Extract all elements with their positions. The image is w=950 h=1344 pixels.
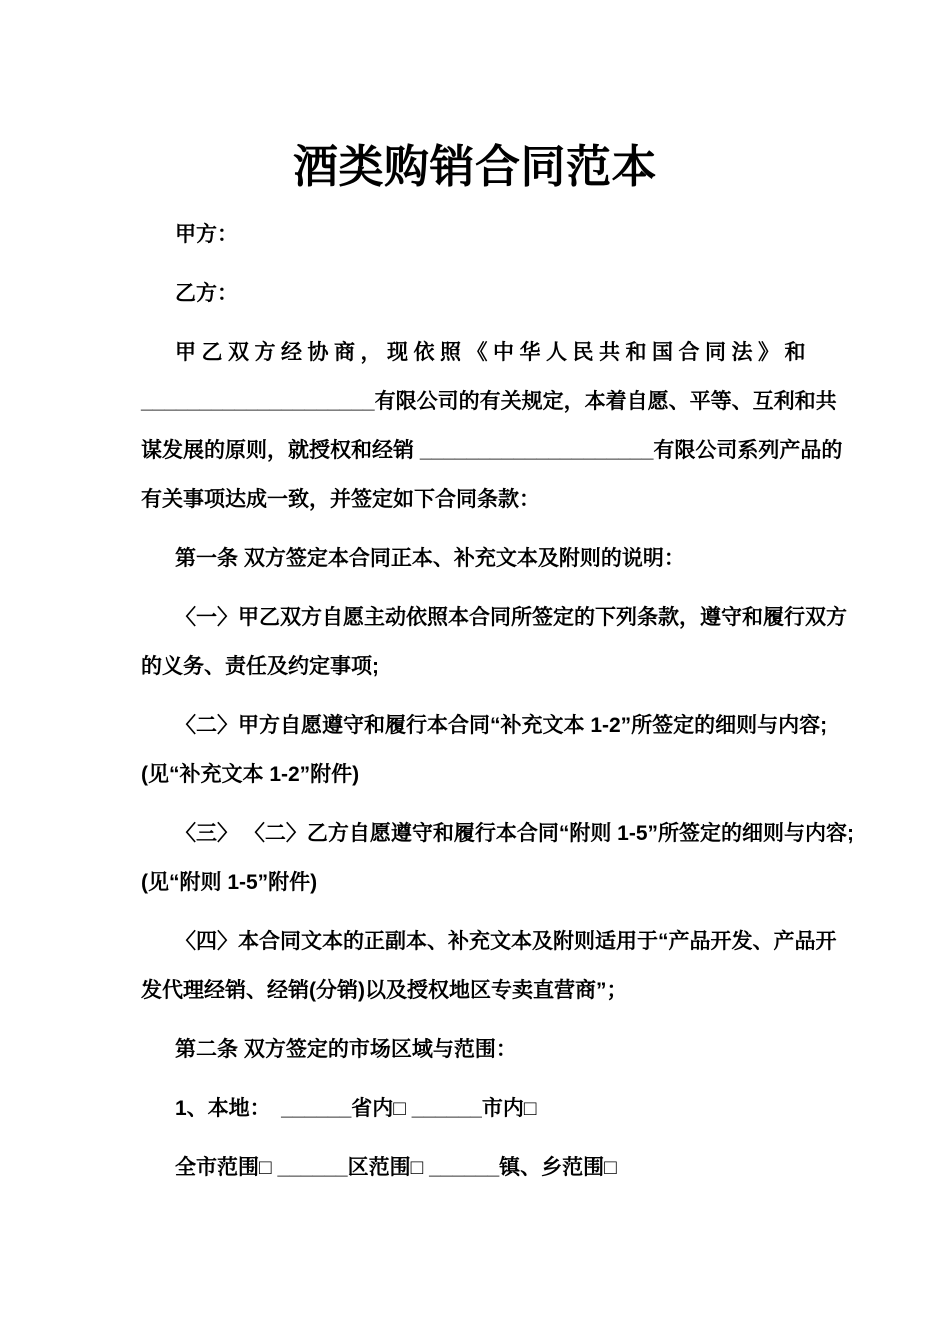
text-line: 〈二〉甲方自愿遵守和履行本合同“补充文本 1-2”所签定的细则与内容; [175, 714, 828, 737]
text-line: 甲乙双方经协商，现依照《中华人民共和国合同法》和 [175, 341, 811, 364]
text-line: (见“补充文本 1-2”附件) [141, 763, 360, 786]
document-title: 酒类购销合同范本 [292, 141, 657, 192]
paragraph [141, 534, 813, 583]
text-line: 发代理经销、经销(分销)以及授权地区专卖直营商”； [141, 979, 628, 1002]
text-line: 1、本地： ______省内□ ______市内□ [175, 1097, 537, 1120]
text-line: (见“附则 1-5”附件) [141, 871, 318, 894]
text-line: ____________________有限公司的有关规定，本着自愿、平等、互利和共 [141, 390, 837, 413]
paragraph [141, 917, 837, 1015]
text-line: 〈四〉本合同文本的正副本、补充文本及附则适用于“产品开发、产品开 [175, 930, 837, 953]
paragraph [141, 1143, 813, 1192]
paragraph [141, 328, 843, 524]
text-line: 乙方： [175, 282, 238, 305]
text-line: 有关事项达成一致，并签定如下合同条款： [141, 488, 540, 511]
paragraph [141, 1084, 813, 1133]
text-line: 甲方： [175, 223, 238, 246]
paragraph [141, 593, 847, 691]
text-line: 〈一〉甲乙双方自愿主动依照本合同所签定的下列条款，遵守和履行双方 [175, 606, 847, 629]
paragraph [141, 210, 813, 259]
text-line: 全市范围□ ______区范围□ ______镇、乡范围□ [175, 1156, 617, 1179]
paragraph [141, 701, 828, 799]
paragraph [141, 269, 813, 318]
text-line: 第二条 双方签定的市场区域与范围： [175, 1038, 517, 1061]
paragraph [141, 1025, 813, 1074]
document-body [141, 210, 855, 1192]
text-line: 谋发展的原则，就授权和经销 ____________________有限公司系列产品的 [141, 439, 843, 462]
text-line: 第一条 双方签定本合同正本、补充文本及附则的说明： [175, 547, 685, 570]
text-line: 〈三〉 〈二〉乙方自愿遵守和履行本合同“附则 1-5”所签定的细则与内容; [175, 822, 855, 845]
paragraph [141, 809, 855, 907]
text-line: 的义务、责任及约定事项; [141, 655, 379, 678]
